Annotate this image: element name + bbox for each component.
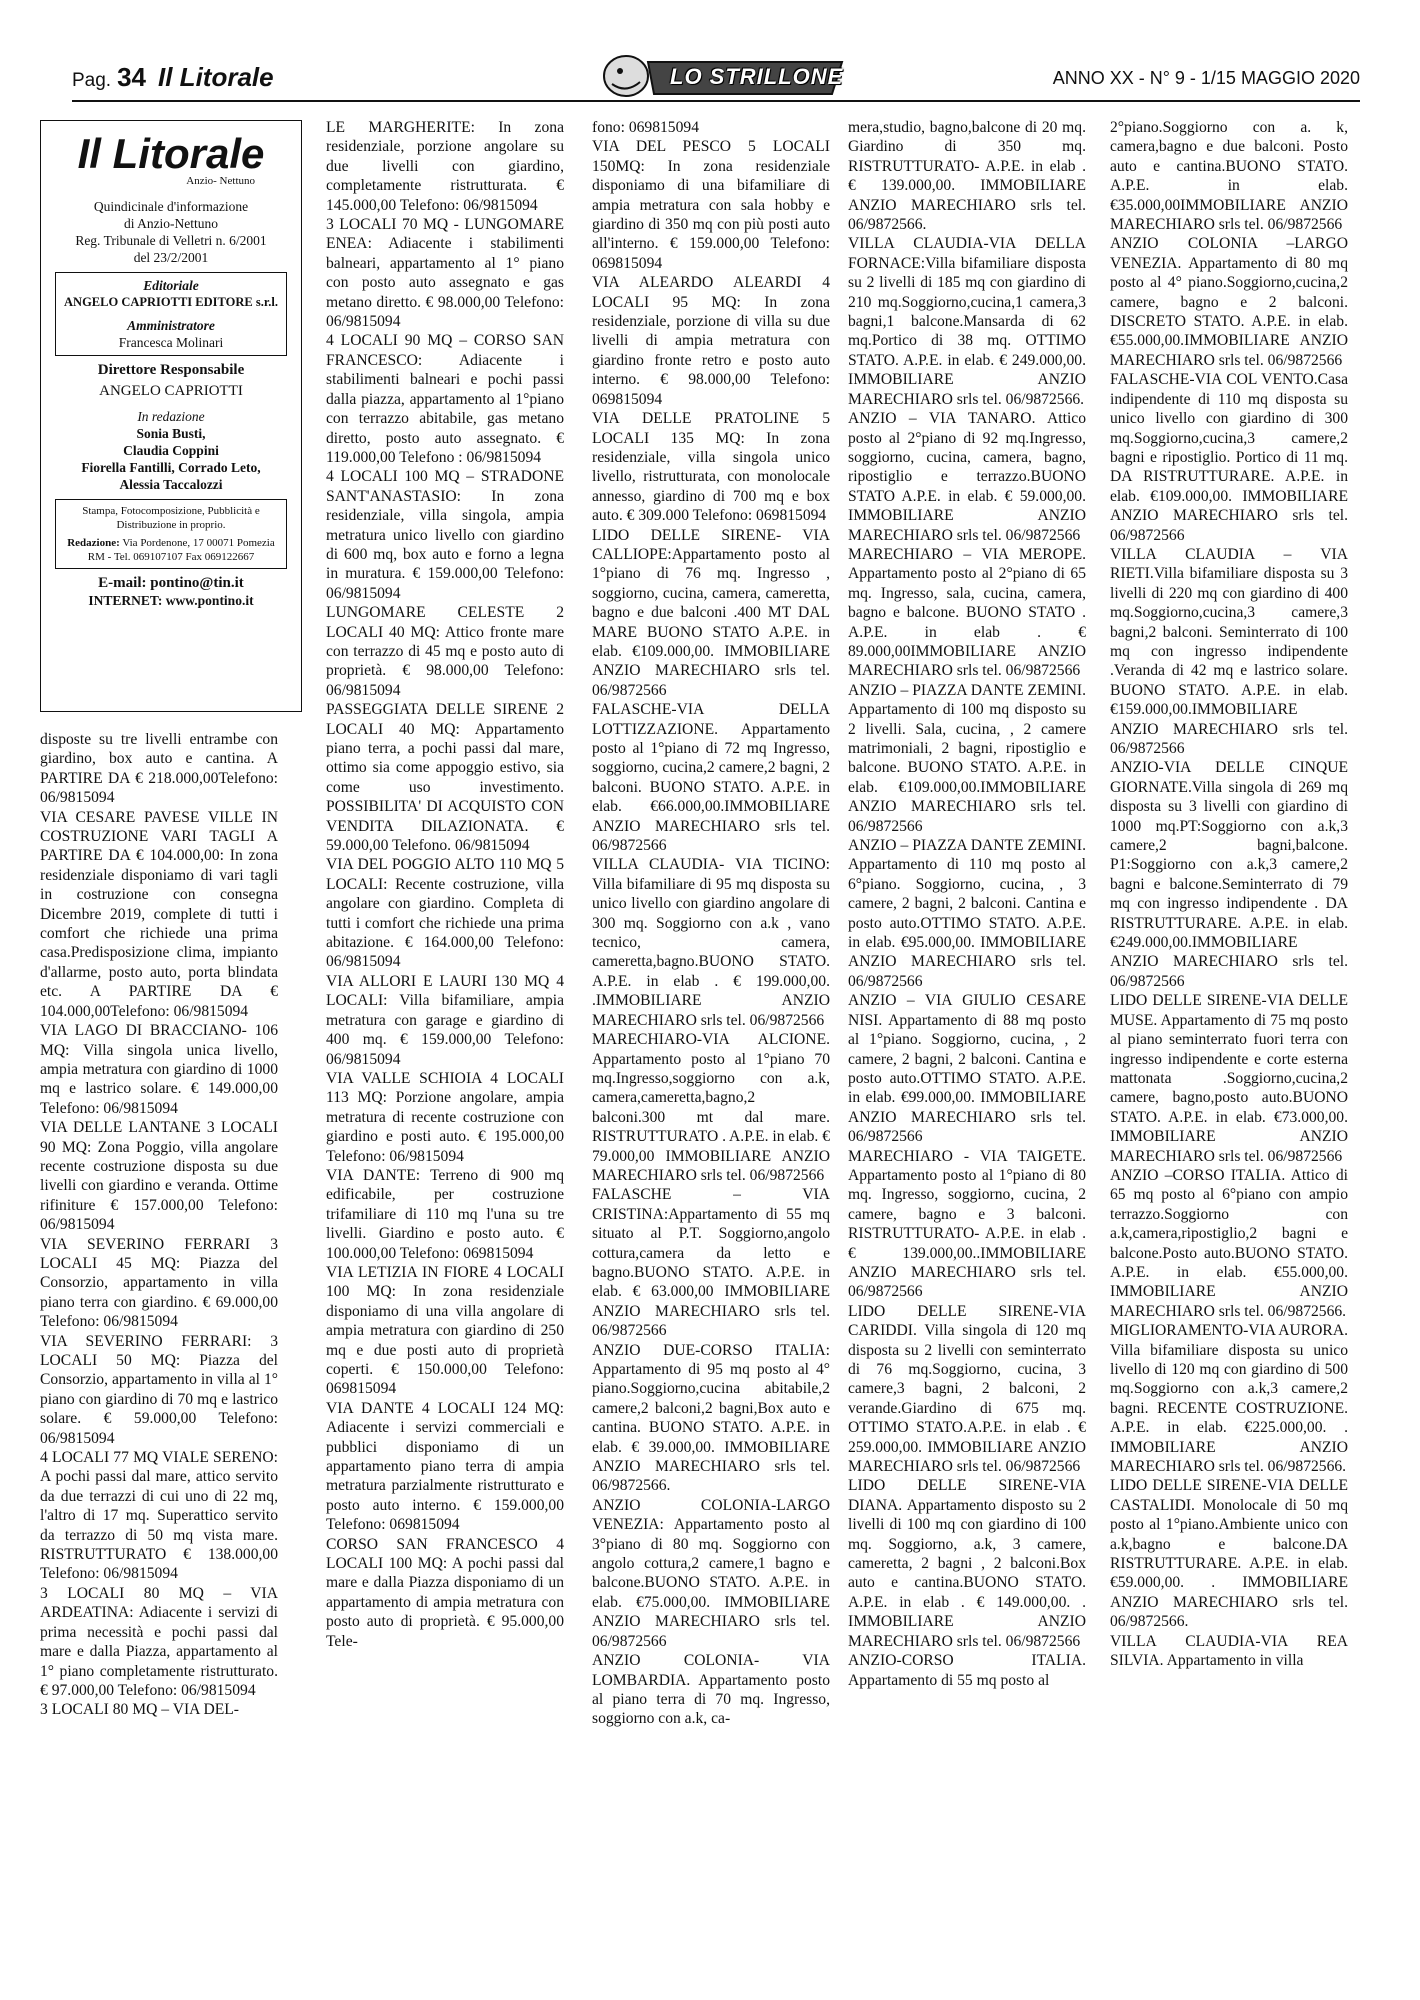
- column-2: [326, 118, 564, 1980]
- publication-title: Il Litorale: [158, 62, 274, 92]
- listing-paragraph: VIA DEL PESCO 5 LOCALI 150MQ: In zona residenziale disponiamo di una bifamiliare di ampia metratura con sala hobby e giardino di 350 mq con più posti auto all'interno. € 159.000,00 Telefono: 069815094: [592, 138, 830, 272]
- listing-paragraph: VILLA CLAUDIA – VIA RIETI.Villa bifamiliare disposta su 3 livelli di 220 mq con giardino di 400 mq.Soggiorno,cucina,3 camere,3 bagni,2 balconi. Seminterrato di 100 mq con ingresso indipendente .Veranda di 42 mq e lastrico solare. BUONO STATO. A.P.E. in elab. €159.000,00.IMMOBILIARE ANZIO MARECHIARO srls tel. 06/9872566: [1110, 545, 1348, 757]
- listing-paragraph: ANZIO-CORSO ITALIA. Appartamento di 55 mq posto al: [848, 1652, 1086, 1689]
- redazione-address: Via Pordenone, 17 00071 Pomezia RM - Tel. 069107107 Fax 069122667: [87, 537, 275, 563]
- editoriale-name: ANGELO CAPRIOTTI EDITORE s.r.l.: [64, 295, 278, 309]
- column-3: [592, 118, 830, 1980]
- listing-paragraph: LIDO DELLE SIRENE-VIA DELLE MUSE. Appartamento di 75 mq posto al piano seminterrato fuori terra con ingresso indipendente e corte esterna mattonata .Soggiorno,cucina,2 camere, bagno,posto auto.BUONO STATO. A.P.E. in elab. €73.000,00. IMMOBILIARE ANZIO MARECHIARO srls tel. 06/9872566: [1110, 992, 1348, 1165]
- editoriale-label: Editoriale: [143, 278, 199, 293]
- direttore-label: Direttore Responsabile: [97, 362, 245, 378]
- listing-paragraph: ANZIO – PIAZZA DANTE ZEMINI. Appartamento di 110 mq posto al 6°piano. Soggiorno, cucina, , 3 camere, 2 bagni, 2 balconi. Cantina e posto auto.OTTIMO STATO. A.P.E. in elab. €95.000,00. IMMOBILIARE ANZIO MARECHIARO srls tel. 06/9872566: [848, 837, 1086, 990]
- listing-paragraph: ANZIO – PIAZZA DANTE ZEMINI. Appartamento di 100 mq disposto su 2 livelli. Sala, cucina, , 2 camere matrimoniali, 2 bagni, ripostiglio e balcone. BUONO STATO. A.P.E. in elab. €109.000,00.IMMOBILIARE ANZIO MARECHIARO srls tel. 06/9872566: [848, 681, 1086, 835]
- listing-paragraph: MARECHIARO – VIA MEROPE. Appartamento posto al 2°piano di 65 mq. Ingresso, sala, cucina, camera, bagno e balcone. BUONO STATO . A.P.E. in elab . € 89.000,00IMMOBILIARE ANZIO MARECHIARO srls tel. 06/9872566: [848, 545, 1086, 680]
- masthead-title: Il Litorale: [77, 130, 265, 177]
- listing-paragraph: LIDO DELLE SIRENE-VIA DELLE CASTALIDI. Monolocale di 50 mq posto al 1°piano.Ambiente unico con a.k,bagno e balcone.DA RISTRUTTURARE. A.P.E. in elab. €59.000,00. . IMMOBILIARE ANZIO MARECHIARO srls tel. 06/9872566.: [1110, 1477, 1348, 1631]
- email-contact: E-mail: pontino@tin.it: [98, 575, 244, 591]
- listing-paragraph: LUNGOMARE CELESTE 2 LOCALI 40 MQ: Attico fronte mare con terrazzo di 45 mq e posto auto di proprietà. € 98.000,00 Telefono: 06/9815094: [326, 604, 564, 699]
- listing-paragraph: ANZIO-VIA DELLE CINQUE GIORNATE.Villa singola di 269 mq disposta su 3 livelli con giardino di 1000 mq.PT:Soggiorno con a.k,3 camere,2 bagni,balcone. P1:Soggiorno con a.k,3 camere,2 bagni e balcone.Seminterrato di 79 mq con ingresso indipendente . DA RISTRUTTURARE. A.P.E. in elab. €249.000,00.IMMOBILIARE ANZIO MARECHIARO srls tel. 06/9872566: [1110, 759, 1348, 990]
- page-header: [72, 60, 1360, 102]
- issue-info: ANNO XX - N° 9 - 1/15 MAGGIO 2020: [1052, 68, 1360, 88]
- page-number: 34: [117, 62, 147, 92]
- masthead-box: [40, 120, 302, 712]
- listing-paragraph: VIA CESARE PAVESE VILLE IN COSTRUZIONE VARI TAGLI A PARTIRE DA € 104.000,00: In zona residenziale disponiamo di vari tagli in costruzione con consegna Dicembre 2019, complete di tutti i comfort che richiede una prima casa.Predisposizione clima, impianto d'allarme, posto auto, porta blindata etc. A PARTIRE DA € 104.000,00Telefono: 06/9815094: [40, 808, 278, 1020]
- listing-paragraph: VIA LAGO DI BRACCIANO- 106 MQ: Villa singola unica livello, ampia metratura con giardino di 1000 mq e lastrico solare. € 149.000,00 Telefono: 06/9815094: [40, 1022, 278, 1117]
- listing-paragraph: CORSO SAN FRANCESCO 4 LOCALI 100 MQ: A pochi passi dal mare e dalla Piazza disponiamo di un appartamento di ampia metratura con posto auto di proprietà. € 95.000,00 Tele-: [326, 1535, 564, 1650]
- listing-paragraph: VIA ALLORI E LAURI 130 MQ 4 LOCALI: Villa bifamiliare, ampia metratura con garage e giardino di 400 mq. € 159.000,00 Telefono: 06/9815094: [326, 972, 564, 1068]
- editor-box: [55, 272, 287, 356]
- listing-paragraph: VIA ALEARDO ALEARDI 4 LOCALI 95 MQ: In zona residenziale, porzione di villa su due livelli di ampia metratura con giardino fronte retro e posto auto interno. € 98.000,00 Telefono: 069815094: [592, 274, 830, 408]
- listing-paragraph: VIA DEL POGGIO ALTO 110 MQ 5 LOCALI: Recente costruzione, villa angolare con giardino. Completa di tutti i comfort che richiede una prima abitazione. € 164.000,00 Telefono: 06/9815094: [326, 856, 564, 971]
- listing-paragraph: VIA LETIZIA IN FIORE 4 LOCALI 100 MQ: In zona residenziale disponiamo di una villa angolare di ampia metratura con giardino di 250 mq e due posti auto di proprietà coperti. € 150.000,00 Telefono: 069815094: [326, 1263, 564, 1398]
- amministratore-label: Amministratore: [127, 318, 215, 333]
- listing-paragraph: disposte su tre livelli entrambe con giardino, box auto e cantina. A PARTIRE DA € 218.000,00Telefono: 06/9815094: [40, 731, 278, 807]
- redazione-name-3: Fiorella Fantilli, Corrado Leto,: [81, 460, 261, 475]
- listing-paragraph: 4 LOCALI 90 MQ – CORSO SAN FRANCESCO: Adiacente i stabilimenti balneari e pochi passi dalla piazza, appartamento al 1°piano con terrazzo abitabile, gas metano diretto, posto auto assegnato. € 119.000,00 Telefono : 06/9815094: [326, 332, 564, 466]
- redazione-name-1: Sonia Busti,: [136, 426, 206, 441]
- redazione-address-label: Redazione:: [67, 537, 120, 549]
- masthead-line4: del 23/2/2001: [133, 250, 209, 265]
- listing-paragraph: FALASCHE-VIA DELLA LOTTIZZAZIONE. Appartamento posto al 1°piano di 72 mq Ingresso, soggiorno, cucina,2 camere,2 bagni, 2 balconi. BUONO STATO. A.P.E. in elab. €66.000,00.IMMOBILIARE ANZIO MARECHIARO srls tel. 06/9872566: [592, 701, 830, 855]
- listing-paragraph: VILLA CLAUDIA-VIA DELLA FORNACE:Villa bifamiliare disposta su 2 livelli di 185 mq con giardino di 210 mq.Soggiorno,cucina,1 camera,3 bagni,1 balcone.Mansarda di 62 mq.Portico di 38 mq. OTTIMO STATO. A.P.E. in elab. € 249.000,00. IMMOBILIARE ANZIO MARECHIARO srls tel. 06/9872566.: [848, 235, 1086, 408]
- listing-paragraph: VIA SEVERINO FERRARI 3 LOCALI 45 MQ: Piazza del Consorzio, appartamento in villa piano terra con giardino. € 69.000,00 Telefono: 06/9815094: [40, 1235, 278, 1331]
- column-4: [848, 118, 1086, 1980]
- masthead-line1: Quindicinale d'informazione: [93, 199, 249, 214]
- listing-paragraph: ANZIO – VIA TANARO. Attico posto al 2°piano di 92 mq.Ingresso, soggiorno, cucina, camera, bagno, ripostiglio e terrazzo.BUONO STATO A.P.E. in elab. € 59.000,00. IMMOBILIARE ANZIO MARECHIARO srls tel. 06/9872566: [848, 410, 1086, 544]
- contact-box: [55, 499, 287, 569]
- listing-paragraph: FALASCHE-VIA COL VENTO.Casa indipendente di 110 mq disposta su unico livello con giardino di 300 mq.Soggiorno,cucina,3 camere,2 bagni e ripostiglio. Portico di 11 mq. DA RISTRUTTURARE. A.P.E. in elab. €109.000,00. IMMOBILIARE ANZIO MARECHIARO srls tel. 06/9872566: [1110, 371, 1348, 544]
- redazione-name-4: Alessia Taccalozzi: [119, 477, 223, 492]
- redazione-name-2: Claudia Coppini: [123, 443, 219, 458]
- listing-paragraph: LIDO DELLE SIRENE- VIA CALLIOPE:Appartamento posto al 1°piano di 76 mq. Ingresso , soggiorno, cucina, camera, cameretta, bagno e due balconi .400 MT DAL MARE BUONO STATO A.P.E. in elab. €109.000,00. IMMOBILIARE ANZIO MARECHIARO srls tel. 06/9872566: [592, 526, 830, 699]
- amministratore-name: Francesca Molinari: [118, 335, 224, 350]
- listing-paragraph: VILLA CLAUDIA- VIA TICINO: Villa bifamiliare di 95 mq disposta su unico livello con giardino angolare di 300 mq. Soggiorno con a.k , vano tecnico, camera, cameretta,bagno.BUONO STATO. A.P.E. in elab . € 199.000,00. .IMMOBILIARE ANZIO MARECHIARO srls tel. 06/9872566: [592, 856, 830, 1029]
- listing-paragraph: 3 LOCALI 80 MQ – VIA ARDEATINA: Adiacente i servizi di prima necessità e pochi passi dal mare e dalla Piazza, appartamento al 1° piano completamente ristrutturato. € 97.000,00 Telefono: 06/9815094: [40, 1584, 278, 1699]
- listing-paragraph: 3 LOCALI 70 MQ - LUNGOMARE ENEA: Adiacente i stabilimenti balneari, appartamento al 1° piano con posto auto assegnato e gas metano diretto. € 98.000,00 Telefono: 06/9815094: [326, 216, 564, 331]
- column-1: [40, 730, 278, 1980]
- listing-paragraph: PASSEGGIATA DELLE SIRENE 2 LOCALI 40 MQ: Appartamento piano terra, a pochi passi dal mare, ottimo sia come appoggio estivo, sia come uso investimento. POSSIBILITA' DI ACQUISTO CON VENDITA DILAZIONATA. € 59.000,00 Telefono. 06/9815094: [326, 701, 564, 855]
- listing-paragraph: VIA DELLE PRATOLINE 5 LOCALI 135 MQ: In zona residenziale, villa singola unico livello, ristrutturata, con monolocale annesso, giardino di 700 mq e box auto. € 309.000 Telefono: 069815094: [592, 410, 830, 525]
- redazione-label: In redazione: [137, 409, 205, 424]
- column-5: [1110, 118, 1348, 1980]
- pag-prefix: Pag.: [72, 70, 112, 91]
- listing-paragraph: MIGLIORAMENTO-VIA AURORA. Villa bifamiliare disposta su unico livello di 120 mq con giardino di 500 mq.Soggiorno con a.k,3 camere,2 bagni. RECENTE COSTRUZIONE. A.P.E. in elab. €225.000,00. . IMMOBILIARE ANZIO MARECHIARO srls tel. 06/9872566.: [1110, 1322, 1348, 1476]
- listing-paragraph: 2°piano.Soggiorno con a. k, camera,bagno e due balconi. Posto auto e cantina.BUONO STATO. A.P.E. in elab. €35.000,00IMMOBILIARE ANZIO MARECHIARO srls tel. 06/9872566: [1110, 119, 1348, 234]
- direttore-name: ANGELO CAPRIOTTI: [99, 383, 243, 399]
- page-label: [72, 62, 274, 93]
- listing-paragraph: 4 LOCALI 100 MQ – STRADONE SANT'ANASTASIO: In zona residenziale, villa singola, ampia metratura unico livello con giardino di 600 mq, box auto e forno a legna in muratura. € 159.000,00 Telefono: 06/9815094: [326, 468, 564, 602]
- internet-contact: INTERNET: www.pontino.it: [88, 593, 254, 608]
- listing-paragraph: MARECHIARO-VIA ALCIONE. Appartamento posto al 1°piano 70 mq.Ingresso,soggiorno con a.k, camera,cameretta,bagno,2 balconi.300 mt dal mare. RISTRUTTURATO . A.P.E. in elab. € 79.000,00 IMMOBILIARE ANZIO MARECHIARO srls tel. 06/9872566: [592, 1031, 830, 1184]
- listing-paragraph: VIA DANTE: Terreno di 900 mq edificabile, per costruzione trifamiliare di 110 mq l'una su tre livelli. Giardino e posto auto. € 100.000,00 Telefono: 069815094: [326, 1166, 564, 1262]
- listing-paragraph: VIA VALLE SCHIOIA 4 LOCALI 113 MQ: Porzione angolare, ampia metratura di recente costruzione con giardino e posti auto. € 195.000,00 Telefono: 06/9815094: [326, 1069, 564, 1165]
- listing-paragraph: ANZIO –CORSO ITALIA. Attico di 65 mq posto al 6°piano con ampio terrazzo.Soggiorno con a.k,camera,ripostiglio,2 bagni e balcone.Posto auto.BUONO STATO. A.P.E. in elab. €55.000,00. IMMOBILIARE ANZIO MARECHIARO srls tel. 06/9872566.: [1110, 1166, 1348, 1320]
- listing-paragraph: ANZIO – VIA GIULIO CESARE NISI. Appartamento di 88 mq posto al 1°piano. Soggiorno, cucina, , 2 camere, 2 bagni, 2 balconi. Cantina e posto auto.OTTIMO STATO. A.P.E. in elab. €99.000,00. IMMOBILIARE ANZIO MARECHIARO srls tel. 06/9872566: [848, 992, 1086, 1146]
- masthead-line2: di Anzio-Nettuno: [123, 216, 219, 231]
- masthead-subtitle: Anzio- Nettuno: [186, 175, 255, 187]
- listing-paragraph: MARECHIARO - VIA TAIGETE. Appartamento posto al 1°piano di 80 mq. Ingresso, soggiorno, cucina, 2 camere, bagno e 3 balconi. RISTRUTTURATO- A.P.E. in elab . € 139.000,00..IMMOBILIARE ANZIO MARECHIARO srls tel. 06/9872566: [848, 1147, 1086, 1301]
- logo-lettering: LO STRILLONE: [670, 64, 844, 89]
- listing-paragraph: VIA DELLE LANTANE 3 LOCALI 90 MQ: Zona Poggio, villa angolare recente costruzione disposta su due livelli con giardino e veranda. Ottime rifiniture € 157.000,00 Telefono: 06/9815094: [40, 1119, 278, 1234]
- listing-paragraph: LIDO DELLE SIRENE-VIA CARIDDI. Villa singola di 120 mq disposta su 2 livelli con seminterrato di 76 mq.Soggiorno, cucina, 3 camere,3 bagni, 2 balconi, 2 verande.Giardino di 675 mq. OTTIMO STATO.A.P.E. in elab . € 259.000,00. IMMOBILIARE ANZIO MARECHIARO srls tel. 06/9872566: [848, 1302, 1086, 1476]
- listing-paragraph: LE MARGHERITE: In zona residenziale, porzione angolare su due livelli con giardino, completamente ristrutturata. € 145.000,00 Telefono: 06/9815094: [326, 119, 564, 214]
- listing-paragraph: VILLA CLAUDIA-VIA REA SILVIA. Appartamento in villa: [1110, 1632, 1348, 1670]
- stampa-text: Stampa, Fotocomposizione, Pubblicità e Distribuzione in proprio.: [82, 505, 260, 531]
- listing-paragraph: LIDO DELLE SIRENE-VIA DIANA. Appartamento disposto su 2 livelli di 100 mq con giardino di 100 mq. Soggiorno, a.k, 3 camere, cameretta, 2 bagni , 2 balconi.Box auto e cantina.BUONO STATO. A.P.E. in elab . € 149.000,00. . IMMOBILIARE ANZIO MARECHIARO srls tel. 06/9872566: [848, 1477, 1086, 1650]
- masthead-line3: Reg. Tribunale di Velletri n. 6/2001: [75, 233, 267, 248]
- listing-paragraph: ANZIO COLONIA- VIA LOMBARDIA. Appartamento posto al piano terra di 70 mq. Ingresso, soggiorno con a.k, ca-: [592, 1652, 830, 1728]
- listing-paragraph: mera,studio, bagno,balcone di 20 mq. Giardino di 350 mq. RISTRUTTURATO- A.P.E. in elab . € 139.000,00. IMMOBILIARE ANZIO MARECHIARO srls tel. 06/9872566.: [848, 119, 1086, 234]
- listing-paragraph: ANZIO COLONIA-LARGO VENEZIA: Appartamento posto al 3°piano di 80 mq. Soggiorno con angolo cottura,2 camere,1 bagno e balcone.BUONO STATO. A.P.E. in elab. €75.000,00. IMMOBILIARE ANZIO MARECHIARO srls tel. 06/9872566: [592, 1496, 830, 1650]
- listing-paragraph: 4 LOCALI 77 MQ VIALE SERENO: A pochi passi dal mare, attico servito da due terrazzi di cui uno di 22 mq, l'altro di 17 mq. Superattico servito da terrazzo di 50 mq vista mare. RISTRUTTURATO € 138.000,00 Telefono: 06/9815094: [40, 1449, 278, 1583]
- listing-paragraph: ANZIO DUE-CORSO ITALIA: Appartamento di 95 mq posto al 4° piano.Soggiorno,cucina abitabile,2 camere,2 balconi,2 bagni,Box auto e cantina. BUONO STATO. A.P.E. in elab. € 39.000,00. IMMOBILIARE ANZIO MARECHIARO srls tel. 06/9872566.: [592, 1341, 830, 1495]
- listing-paragraph: VIA DANTE 4 LOCALI 124 MQ: Adiacente i servizi commerciali e pubblici disponiamo di un appartamento piano terra di ampia metratura parzialmente ristrutturato e posto auto interno. € 159.000,00 Telefono: 069815094: [326, 1399, 564, 1534]
- listing-paragraph: fono: 069815094: [592, 119, 699, 136]
- listing-paragraph: ANZIO COLONIA –LARGO VENEZIA. Appartamento di 80 mq posto al 4° piano.Soggiorno,cucina,2 camere, bagno e 2 balconi. DISCRETO STATO. A.P.E. in elab. €55.000,00.IMMOBILIARE ANZIO MARECHIARO srls tel. 06/9872566: [1110, 235, 1348, 369]
- listing-paragraph: 3 LOCALI 80 MQ – VIA DEL-: [40, 1701, 239, 1719]
- listing-paragraph: FALASCHE – VIA CRISTINA:Appartamento di 55 mq situato al P.T. Soggiorno,angolo cottura,camera da letto e bagno.BUONO STATO. A.P.E. in elab. € 63.000,00 IMMOBILIARE ANZIO MARECHIARO srls tel. 06/9872566: [592, 1186, 830, 1340]
- listing-paragraph: VIA SEVERINO FERRARI: 3 LOCALI 50 MQ: Piazza del Consorzio, appartamento in villa al 1° piano con giardino di 70 mq e lastrico solare. € 59.000,00 Telefono: 06/9815094: [40, 1332, 278, 1447]
